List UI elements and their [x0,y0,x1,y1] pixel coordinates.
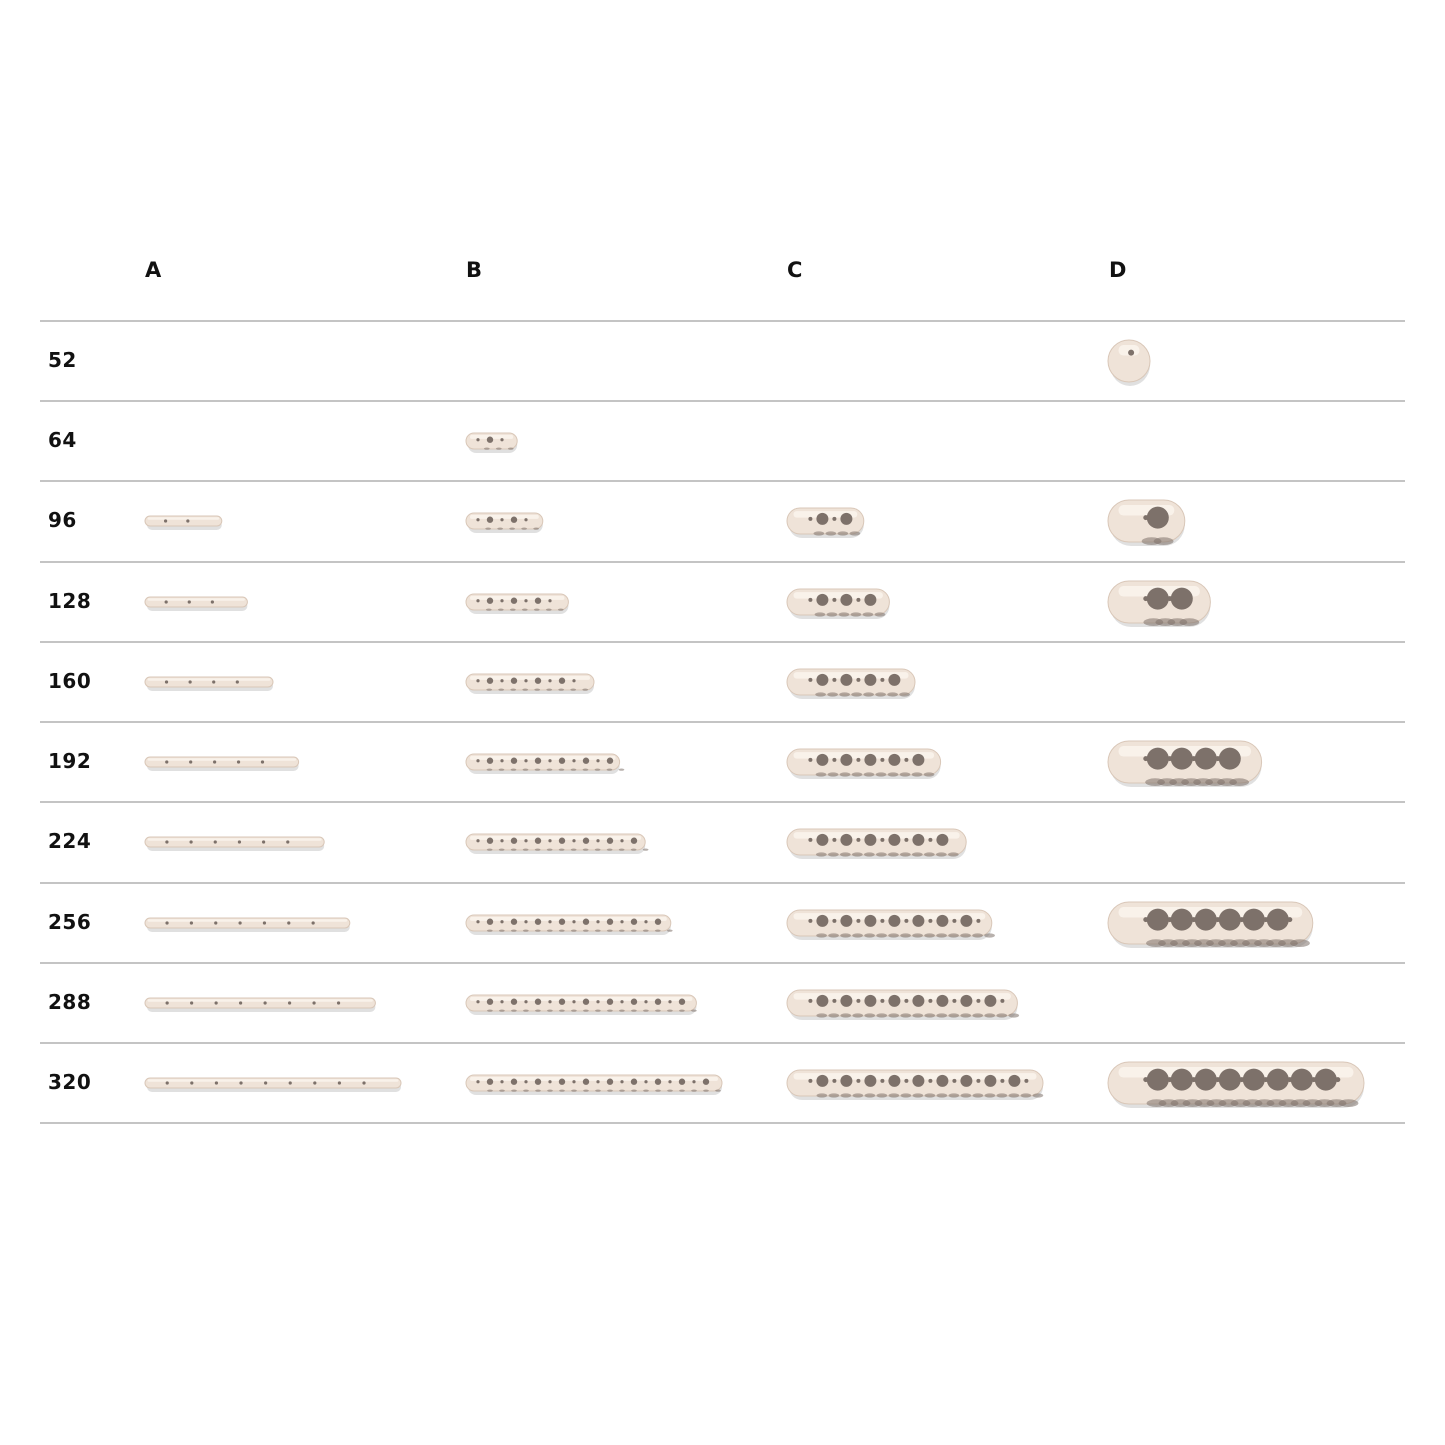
hold-b-64 [466,433,517,455]
hold-d-320 [1108,1062,1364,1110]
hold-c-96 [787,508,864,540]
hold-b-288 [466,995,696,1017]
column-header-c: C [787,258,803,282]
hold-b-320 [466,1075,722,1097]
hold-b-96 [466,513,543,535]
hold-c-224 [787,829,966,861]
hold-c-128 [787,589,889,621]
hold-a-256 [145,918,350,934]
row-label: 256 [48,910,92,934]
column-header-d: D [1109,258,1127,282]
column-header-b: B [466,258,483,282]
row-divider [40,400,1405,402]
hold-c-320 [787,1070,1043,1102]
hold-b-192 [466,754,620,776]
hold-d-52 [1108,340,1150,388]
row-divider [40,1042,1405,1044]
row-divider [40,721,1405,723]
row-divider [40,801,1405,803]
row-label: 160 [48,669,92,693]
row-label: 128 [48,589,92,613]
column-header-a: A [145,258,162,282]
row-divider [40,480,1405,482]
hold-a-288 [145,998,375,1014]
hold-b-128 [466,594,568,616]
row-divider [40,641,1405,643]
hold-b-160 [466,674,594,696]
row-label: 52 [48,348,77,372]
hold-a-320 [145,1078,401,1094]
hold-a-128 [145,597,247,613]
row-divider [40,882,1405,884]
hold-a-224 [145,837,324,853]
hold-d-256 [1108,902,1313,950]
hold-c-256 [787,910,992,942]
row-divider [40,320,1405,322]
hold-c-192 [787,749,941,781]
row-label: 96 [48,508,77,532]
row-label: 224 [48,829,92,853]
row-label: 192 [48,749,92,773]
hold-d-96 [1108,500,1185,548]
row-label: 320 [48,1070,92,1094]
hold-b-224 [466,834,645,856]
hold-a-192 [145,757,299,773]
row-label: 288 [48,990,92,1014]
row-divider [40,561,1405,563]
hold-d-128 [1108,581,1210,629]
hold-a-160 [145,677,273,693]
row-divider [40,962,1405,964]
hold-c-160 [787,669,915,701]
hold-c-288 [787,990,1017,1022]
hold-a-96 [145,516,222,532]
row-label: 64 [48,428,77,452]
row-divider [40,1122,1405,1124]
hold-b-256 [466,915,671,937]
hold-d-192 [1108,741,1262,789]
